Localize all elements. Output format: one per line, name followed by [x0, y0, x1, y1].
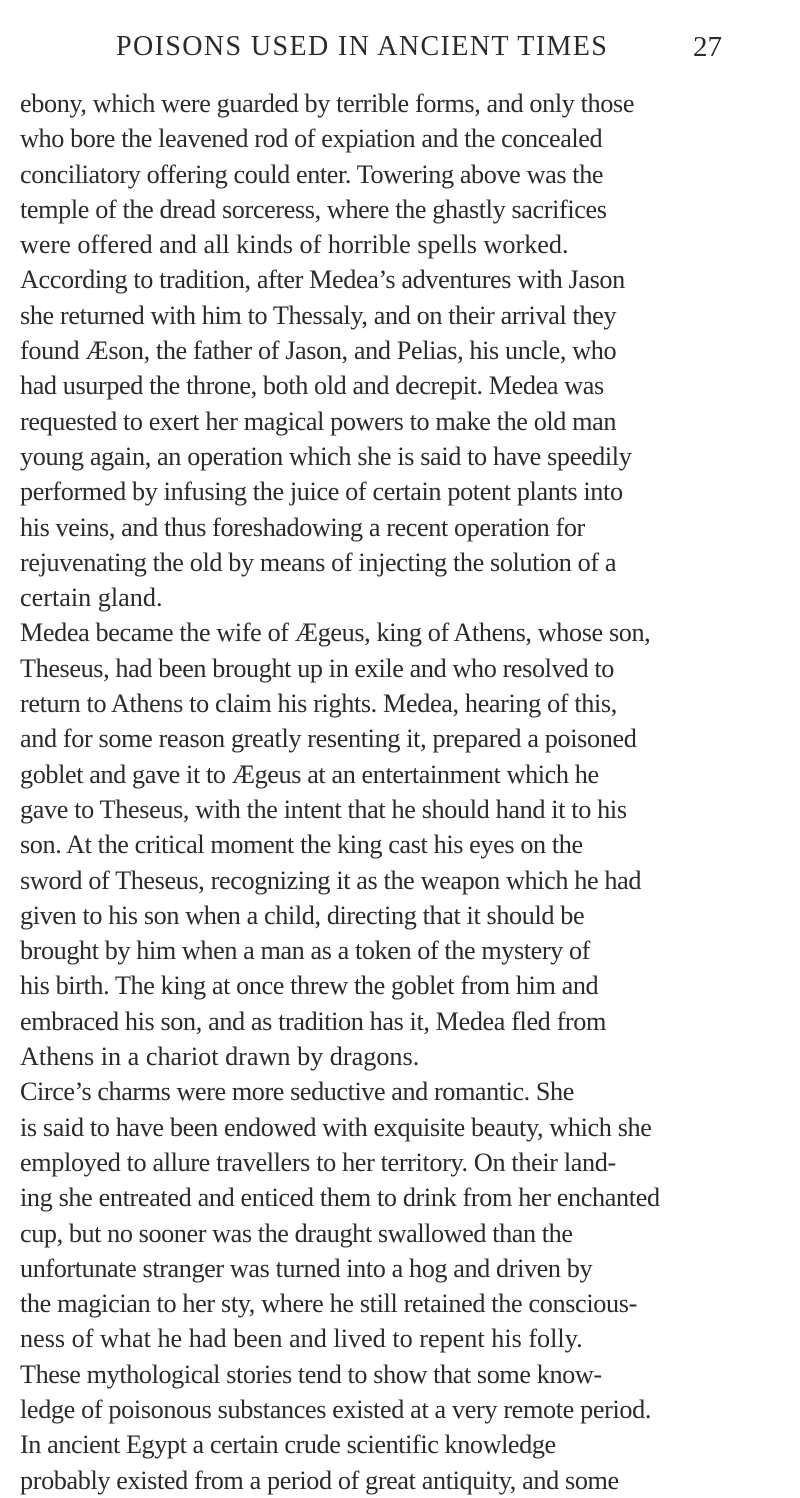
text-line: performed by infusing the juice of certain potent plants into	[20, 477, 623, 507]
body-text	[20, 86, 790, 1498]
text-line: sword of Theseus, recognizing it as the weapon which he had	[20, 865, 642, 895]
text-line: the magician to her sty, where he still retained the conscious-	[20, 1289, 637, 1319]
text-line: she returned with him to Thessaly, and on their arrival they	[20, 300, 617, 330]
text-line: probably existed from a period of great antiquity, and some	[20, 1465, 619, 1495]
text-line: Athens in a chariot drawn by dragons.	[20, 1042, 420, 1072]
text-line: embraced his son, and as tradition has it, Medea fled from	[20, 1006, 606, 1036]
text-line: Theseus, had been brought up in exile and who resolved to	[20, 653, 614, 683]
text-line: were offered and all kinds of horrible spells worked.	[20, 230, 569, 260]
text-line: goblet and gave it to Ægeus at an entertainment which he	[20, 759, 599, 789]
text-line: his veins, and thus foreshadowing a recent operation for	[20, 512, 585, 542]
text-line: certain gland.	[20, 583, 163, 613]
text-line: had usurped the throne, both old and decrepit. Medea was	[20, 371, 604, 401]
text-line: cup, but no sooner was the draught swallowed than the	[20, 1218, 573, 1248]
text-line: These mythological stories tend to show that some know-	[20, 1359, 602, 1389]
text-line: According to tradition, after Medea’s adventures with Jason	[20, 265, 625, 295]
text-line: conciliatory offering could enter. Towering above was the	[20, 159, 604, 189]
text-line: is said to have been endowed with exquisite beauty, which she	[20, 1112, 652, 1142]
text-line: his birth. The king at once threw the goblet from him and	[20, 971, 599, 1001]
text-line: who bore the leavened rod of expiation and the concealed	[20, 124, 603, 154]
text-line: requested to exert her magical powers to make the old man	[20, 406, 617, 436]
text-line: brought by him when a man as a token of the mystery of	[20, 936, 590, 966]
text-line: In ancient Egypt a certain crude scientific knowledge	[20, 1430, 556, 1460]
text-line: son. At the critical moment the king cast his eyes on the	[20, 830, 583, 860]
text-line: unfortunate stranger was turned into a hog and driven by	[20, 1253, 593, 1283]
text-line: ness of what he had been and lived to repent his folly.	[20, 1324, 583, 1354]
text-line: given to his son when a child, directing that it should be	[20, 900, 585, 930]
text-line: ing she entreated and enticed them to drink from her enchanted	[20, 1183, 660, 1213]
text-line: employed to allure travellers to her territory. On their land-	[20, 1147, 616, 1177]
page-number: 27	[693, 31, 722, 63]
text-line: ebony, which were guarded by terrible forms, and only those	[20, 89, 635, 118]
text-line: gave to Theseus, with the intent that he should hand it to his	[20, 794, 627, 824]
text-line: rejuvenating the old by means of injecting the solution of a	[20, 547, 617, 577]
text-line: and for some reason greatly resenting it, prepared a poisoned	[20, 724, 637, 754]
text-line: Medea became the wife of Ægeus, king of Athens, whose son,	[20, 618, 651, 648]
running-head-title: POISONS USED IN ANCIENT TIMES	[116, 31, 609, 62]
text-line: young again, an operation which she is said to have speedily	[20, 441, 632, 471]
text-line: return to Athens to claim his rights. Medea, hearing of this,	[20, 689, 617, 719]
text-line: temple of the dread sorceress, where the ghastly sacrifices	[20, 194, 607, 224]
text-line: Circe’s charms were more seductive and romantic. She	[20, 1077, 574, 1107]
text-line: ledge of poisonous substances existed at a very remote period.	[20, 1394, 652, 1424]
text-line: found Æson, the father of Jason, and Pelias, his uncle, who	[20, 336, 617, 366]
